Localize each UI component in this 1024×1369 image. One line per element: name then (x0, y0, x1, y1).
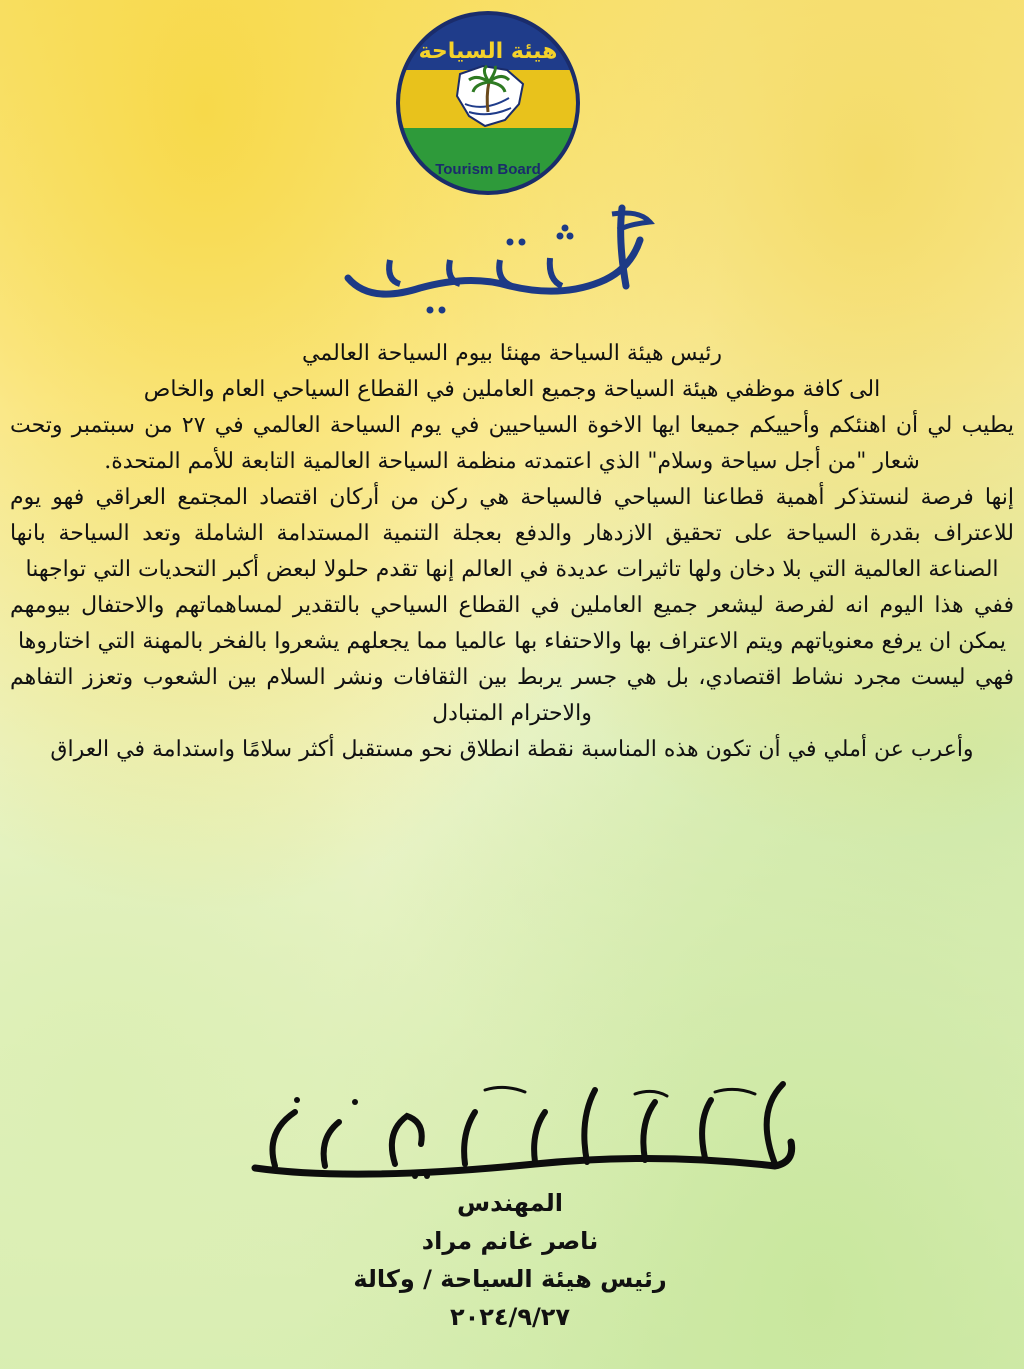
message-paragraph-bridge: فهي ليست مجرد نشاط اقتصادي، بل هي جسر يربط بين الثقافات ونشر السلام بين الشعوب وتعزز التفاهم والاحترام المتبادل (10, 665, 1014, 726)
logo-arabic-name: هيئة السياحة (418, 39, 558, 64)
message-paragraph-hope: وأعرب عن أملي في أن تكون هذه المناسبة نقطة انطلاق نحو مستقبل أكثر سلامًا واستدامة في العراق (50, 737, 974, 762)
message-paragraph-importance: إنها فرصة لنستذكر أهمية قطاعنا السياحي فالسياحة هي ركن من أركان اقتصاد المجتمع العراقي فهو يوم للاعتراف بقدرة السياحة على تحقيق الازدهار والدفع بعجلة التنمية المستدامة الشاملة وتعد السياحة بانها الصناعة العالمية التي بلا دخان ولها تاثيرات عديدة في العالم إنها تقدم حلولا لبعض أكبر التحديات التي تواجهنا (10, 485, 1014, 582)
tourism-board-logo (385, 8, 591, 198)
message-line-title: رئيس هيئة السياحة مهنئا بيوم السياحة العالمي (302, 341, 722, 366)
signature-position: رئيس هيئة السياحة / وكالة (353, 1265, 667, 1293)
message-paragraph-workers: ففي هذا اليوم انه لفرصة ليشعر جميع العاملين في القطاع السياحي بالتقدير لمساهماتهم والاحتفال بيومهم يمكن ان يرفع معنوياتهم ويتم الاعتراف بها والاحتفاء بها عالميا مما يجعلهم يشعروا بالفخر بالمهنة التي اختاروها (10, 593, 1014, 654)
message-paragraph-greeting: يطيب لي أن اهنئكم وأحييكم جميعا ايها الاخوة السياحيين في يوم السياحة العالمي في ٢٧ من سبتمبر وتحت شعار "من أجل سياحة وسلام" الذي اعتمدته منظمة السياحة العالمية التابعة للأمم المتحدة. (10, 413, 1014, 474)
signature-date: ٢٠٢٤/٩/٢٧ (449, 1303, 571, 1331)
congratulations-heading (300, 200, 680, 320)
message-line-recipients: الى كافة موظفي هيئة السياحة وجميع العاملين في القطاع السياحي العام والخاص (143, 377, 881, 402)
closing-calligraphy (235, 1072, 800, 1187)
signature-title: المهندس (457, 1189, 563, 1217)
message-body (10, 336, 1014, 768)
signature-block (300, 1184, 720, 1336)
signature-name: ناصر غانم مراد (421, 1227, 599, 1255)
logo-english-name: Tourism Board (435, 161, 541, 178)
